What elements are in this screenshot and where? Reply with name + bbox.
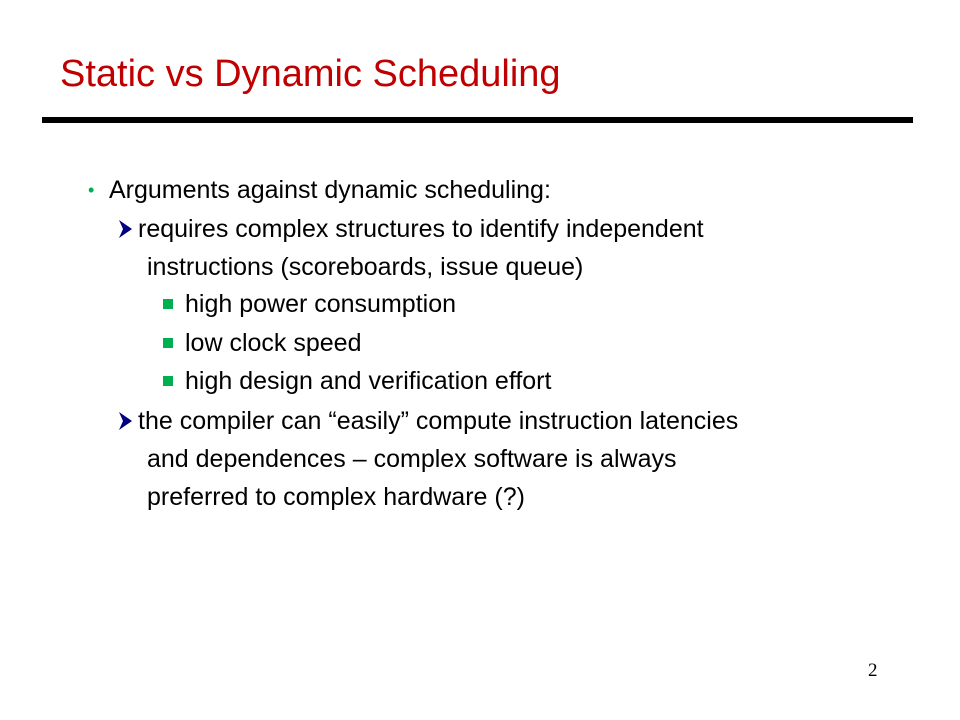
subpoint-compiler-line-2: and dependences – complex software is always [147, 445, 677, 473]
square-bullet-icon [163, 338, 173, 348]
square-bullet-icon [163, 299, 173, 309]
arrowhead-bullet-icon [117, 410, 133, 432]
slide-title: Static vs Dynamic Scheduling [60, 53, 561, 95]
detail-design-effort: high design and verification effort [185, 367, 552, 395]
square-bullet-icon [163, 376, 173, 386]
arrowhead-bullet-icon [117, 218, 133, 240]
bullet-text-arguments: Arguments against dynamic scheduling: [109, 176, 551, 204]
detail-low-clock: low clock speed [185, 329, 362, 357]
subpoint-compiler-line-1: the compiler can “easily” compute instruction latencies [138, 407, 739, 435]
subpoint-complex-structures-line-1: requires complex structures to identify independent [138, 215, 704, 243]
subpoint-complex-structures-line-2: instructions (scoreboards, issue queue) [147, 253, 584, 281]
bullet-dot-icon: • [88, 180, 95, 200]
title-underline-rule [42, 117, 913, 123]
detail-high-power: high power consumption [185, 290, 456, 318]
subpoint-compiler-line-3: preferred to complex hardware (?) [147, 483, 525, 511]
page-number: 2 [868, 660, 878, 681]
